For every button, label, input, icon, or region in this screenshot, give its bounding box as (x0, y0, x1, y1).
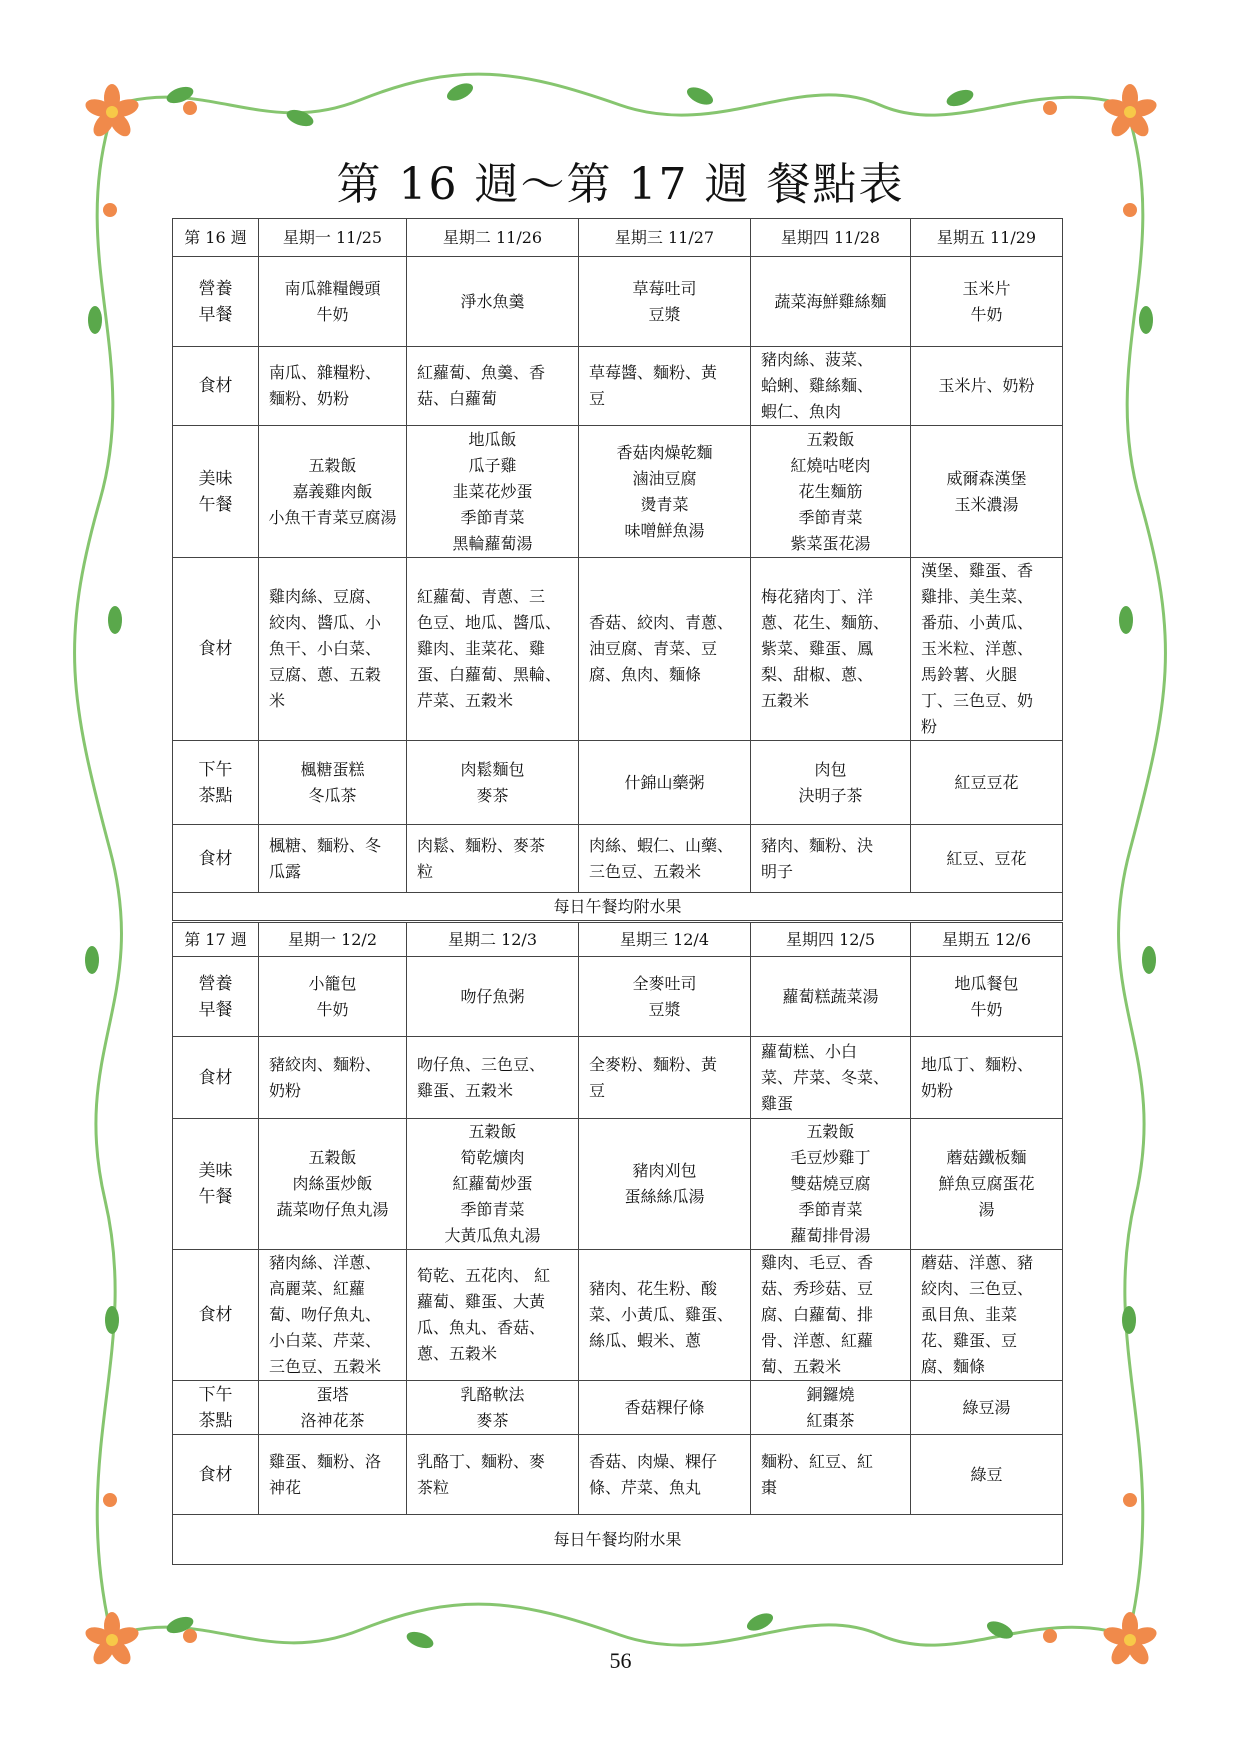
cell-line: 神花 (269, 1477, 302, 1497)
cell-line: 麵粉、紅豆、紅 (761, 1451, 874, 1471)
meal-cell (911, 257, 1063, 347)
meal-cell (751, 741, 911, 825)
cell-line: 花、雞蛋、豆 (921, 1331, 1018, 1350)
cell-line: 奶粉 (921, 1080, 954, 1100)
cell-line: 絞肉、三色豆、 (921, 1279, 1034, 1298)
meal-cell (579, 1381, 751, 1435)
cell-line: 蛋塔 (316, 1384, 349, 1404)
cell-line: 五穀飯 (468, 1122, 517, 1141)
cell-line: 腐、魚肉、麵條 (589, 665, 702, 684)
cell-line: 五穀飯 (308, 1148, 357, 1167)
cell-line: 豬肉絲、菠菜、 (761, 350, 874, 369)
meal-cell (579, 741, 751, 825)
cell-line: 淨水魚羹 (460, 291, 525, 311)
ingredients-cell (911, 1037, 1063, 1119)
cell-line: 豆腐、蔥、五穀 (269, 665, 382, 684)
ingredients-cell (579, 347, 751, 426)
cell-line: 牛奶 (970, 999, 1003, 1019)
row-label (173, 257, 259, 347)
meal-cell (259, 426, 407, 558)
day-header: 星期三 11/27 (579, 219, 751, 257)
cell-line: 蘑菇、洋蔥、豬 (921, 1253, 1034, 1272)
cell-line: 紫菜、雞蛋、鳳 (761, 639, 874, 658)
cell-line: 三色豆、五穀米 (589, 861, 702, 881)
cell-line: 乳酪軟法 (460, 1384, 525, 1404)
cell-line: 五穀米 (761, 691, 810, 710)
cell-line: 五穀飯 (308, 455, 357, 475)
meal-cell (751, 957, 911, 1037)
ingredients-cell (259, 1250, 407, 1381)
cell-line: 蔥、花生、麵筋、 (761, 613, 890, 632)
meal-cell (579, 1119, 751, 1250)
cell-line: 雙菇燒豆腐 (790, 1174, 871, 1193)
cell-line: 雞肉、毛豆、香 (761, 1253, 874, 1272)
meal-cell (579, 957, 751, 1037)
cell-line: 下午 (198, 1384, 233, 1405)
cell-line: 蘿蔔糕蔬菜湯 (782, 986, 879, 1006)
cell-line: 季節青菜 (798, 1200, 863, 1219)
cell-line: 地瓜飯 (468, 429, 517, 449)
cell-line: 肉包 (814, 759, 847, 779)
cell-line: 午餐 (198, 494, 233, 515)
cell-line: 蘿蔔糕、小白 (761, 1041, 858, 1061)
ingredients-cell (751, 825, 911, 893)
table-row (173, 741, 1063, 825)
cell-line: 小白菜、芹菜、 (269, 1331, 382, 1350)
cell-line: 午餐 (198, 1187, 233, 1207)
cell-line: 美味 (198, 1161, 233, 1181)
cell-line: 玉米濃湯 (954, 494, 1019, 514)
cell-line: 棗 (761, 1477, 778, 1497)
note-row (173, 893, 1063, 921)
day-header: 星期五 11/29 (911, 219, 1063, 257)
row-label (173, 741, 259, 825)
ingredients-cell (751, 1037, 911, 1119)
ingredients-cell (407, 558, 579, 741)
cell-line: 湯 (978, 1200, 995, 1219)
ingredients-cell (259, 1435, 407, 1515)
ingredients-cell (407, 1037, 579, 1119)
cell-line: 馬鈴薯、火腿 (921, 665, 1018, 684)
table-row (173, 347, 1063, 426)
cell-line: 韭菜花炒蛋 (452, 481, 533, 501)
cell-line: 香菇粿仔條 (624, 1397, 705, 1417)
cell-line: 腐、麵條 (921, 1357, 986, 1376)
ingredients-cell (579, 1250, 751, 1381)
cell-line: 小魚干青菜豆腐湯 (268, 507, 397, 527)
cell-line: 雞蛋、麵粉、洛 (269, 1451, 382, 1471)
day-header: 星期二 12/3 (407, 923, 579, 957)
cell-line: 決明子茶 (798, 785, 863, 805)
cell-line: 食材 (198, 848, 233, 869)
cell-line: 芹菜、五穀米 (417, 691, 514, 710)
meal-cell (259, 257, 407, 347)
cell-line: 南瓜雜糧饅頭 (284, 278, 381, 298)
table-row (173, 558, 1063, 741)
cell-line: 絞肉、醬瓜、小 (269, 613, 382, 632)
meal-cell (407, 957, 579, 1037)
ingredients-cell (407, 825, 579, 893)
ingredients-cell (911, 1250, 1063, 1381)
day-header: 星期一 12/2 (259, 923, 407, 957)
cell-line: 豬肉、麵粉、決 (761, 835, 874, 855)
cell-line: 威爾森漢堡 (946, 468, 1027, 488)
cell-line: 綠豆湯 (962, 1397, 1011, 1417)
meal-cell (407, 1119, 579, 1250)
ingredients-cell (751, 347, 911, 426)
ingredients-cell (259, 347, 407, 426)
cell-line: 冬瓜茶 (308, 785, 357, 805)
cell-line: 營養 (198, 278, 233, 299)
cell-line: 蔬菜海鮮雞絲麵 (774, 291, 887, 311)
cell-line: 麵粉、奶粉 (269, 389, 350, 408)
cell-line: 奶粉 (269, 1080, 302, 1100)
week17-menu-table (172, 922, 1063, 1565)
cell-line: 肉絲蛋炒飯 (292, 1174, 373, 1193)
fruit-note: 每日午餐均附水果 (173, 1515, 1063, 1565)
ingredients-cell (911, 558, 1063, 741)
cell-line: 紅蘿蔔炒蛋 (452, 1174, 533, 1193)
cell-line: 雞肉、韭菜花、雞 (417, 639, 546, 658)
cell-line: 梅花豬肉丁、洋 (761, 587, 874, 606)
cell-line: 大黃瓜魚丸湯 (444, 1226, 541, 1245)
cell-line: 蘿蔔排骨湯 (790, 1226, 871, 1245)
cell-line: 早餐 (198, 304, 233, 325)
cell-line: 蝦仁、魚肉 (761, 402, 842, 421)
cell-line: 洛神花茶 (300, 1410, 365, 1430)
ingredients-cell (579, 825, 751, 893)
day-header: 星期四 12/5 (751, 923, 911, 957)
cell-line: 豆漿 (648, 999, 681, 1019)
cell-line: 菜、小黃瓜、雞蛋、 (589, 1305, 734, 1324)
meal-cell (407, 1381, 579, 1435)
cell-line: 玉米片 (962, 278, 1011, 298)
cell-line: 筍乾、五花肉、 紅 (417, 1266, 551, 1285)
meal-cell (911, 426, 1063, 558)
table-row (173, 1119, 1063, 1250)
row-label (173, 1250, 259, 1381)
cell-line: 牛奶 (316, 304, 349, 324)
cell-line: 下午 (198, 759, 233, 780)
cell-line: 季節青菜 (798, 507, 863, 527)
meal-cell (579, 426, 751, 558)
cell-line: 燙青菜 (640, 494, 689, 514)
ingredients-cell (751, 1435, 911, 1515)
cell-line: 南瓜、雜糧粉、 (269, 363, 382, 382)
cell-line: 瓜、魚丸、香菇、 (417, 1318, 546, 1337)
cell-line: 紅棗茶 (806, 1410, 855, 1430)
cell-line: 雞蛋、五穀米 (417, 1080, 514, 1100)
cell-line: 紫菜蛋花湯 (790, 533, 871, 553)
cell-line: 蔥、五穀米 (417, 1344, 498, 1363)
meal-cell (751, 1381, 911, 1435)
cell-line: 三色豆、五穀米 (269, 1357, 382, 1376)
cell-line: 雞肉絲、豆腐、 (269, 587, 382, 606)
cell-line: 菇、白蘿蔔 (417, 389, 498, 408)
ingredients-cell (579, 558, 751, 741)
row-label (173, 347, 259, 426)
row-label (173, 825, 259, 893)
cell-line: 吻仔魚粥 (460, 986, 525, 1006)
row-label (173, 1119, 259, 1250)
cell-line: 豆 (589, 1080, 606, 1100)
meal-cell (407, 257, 579, 347)
cell-line: 色豆、地瓜、醬瓜、 (417, 613, 562, 632)
meal-cell (751, 426, 911, 558)
meal-cell (911, 741, 1063, 825)
meal-cell (407, 426, 579, 558)
cell-line: 香菇、絞肉、青蔥、 (589, 613, 734, 632)
cell-line: 味噌鮮魚湯 (624, 520, 705, 540)
week16-menu-table (172, 218, 1063, 921)
cell-line: 早餐 (198, 999, 233, 1020)
meal-cell (911, 1119, 1063, 1250)
cell-line: 粉 (921, 717, 938, 736)
table-row (173, 957, 1063, 1037)
cell-line: 黑輪蘿蔔湯 (452, 533, 533, 553)
week-label: 第 17 週 (173, 923, 259, 957)
row-label (173, 558, 259, 741)
ingredients-cell (911, 347, 1063, 426)
cell-line: 玉米片、奶粉 (938, 376, 1035, 395)
ingredients-cell (259, 1037, 407, 1119)
cell-line: 瓜子雞 (468, 455, 517, 475)
cell-line: 食材 (198, 376, 233, 396)
cell-line: 漢堡、雞蛋、香 (921, 561, 1034, 580)
cell-line: 茶點 (198, 1410, 233, 1431)
header-row (173, 219, 1063, 257)
cell-line: 香菇肉燥乾麵 (616, 442, 713, 462)
ingredients-cell (259, 558, 407, 741)
cell-line: 楓糖、麵粉、冬 (269, 835, 382, 855)
cell-line: 菇、秀珍菇、豆 (761, 1279, 874, 1298)
cell-line: 蔔、五穀米 (761, 1357, 842, 1376)
cell-line: 油豆腐、青菜、豆 (589, 639, 718, 658)
cell-line: 蛋、白蘿蔔、黑輪、 (417, 665, 562, 684)
cell-line: 美味 (198, 468, 233, 489)
cell-line: 五穀飯 (806, 1122, 855, 1141)
header-row (173, 923, 1063, 957)
cell-line: 嘉義雞肉飯 (292, 481, 373, 501)
meal-cell (751, 257, 911, 347)
meal-cell (259, 741, 407, 825)
cell-line: 花生麵筋 (798, 481, 863, 501)
cell-line: 肉絲、蝦仁、山藥、 (589, 835, 734, 855)
cell-line: 梨、甜椒、蔥、 (761, 665, 874, 684)
cell-line: 茶粒 (417, 1477, 450, 1497)
cell-line: 食材 (198, 1305, 233, 1325)
cell-line: 番茄、小黃瓜、 (921, 613, 1034, 632)
cell-line: 季節青菜 (460, 1200, 525, 1219)
cell-line: 絲瓜、蝦米、蔥 (589, 1331, 702, 1350)
cell-line: 地瓜丁、麵粉、 (921, 1054, 1034, 1074)
cell-line: 玉米粒、洋蔥、 (921, 639, 1034, 658)
cell-line: 瓜露 (269, 861, 302, 881)
cell-line: 魚干、小白菜、 (269, 639, 382, 658)
cell-line: 豆漿 (648, 304, 681, 324)
cell-line: 銅鑼燒 (806, 1384, 855, 1404)
cell-line: 什錦山藥粥 (624, 772, 705, 792)
ingredients-cell (579, 1037, 751, 1119)
meal-cell (259, 1119, 407, 1250)
cell-line: 條、芹菜、魚丸 (589, 1477, 702, 1497)
cell-line: 地瓜餐包 (954, 973, 1019, 993)
cell-line: 虱目魚、韭菜 (921, 1305, 1018, 1324)
ingredients-cell (407, 1250, 579, 1381)
cell-line: 紅蘿蔔、魚羹、香 (417, 363, 546, 382)
meal-cell (259, 1381, 407, 1435)
cell-line: 麥茶 (476, 1410, 509, 1430)
cell-line: 肉鬆、麵粉、麥茶 (417, 835, 546, 855)
table-row (173, 825, 1063, 893)
cell-line: 毛豆炒雞丁 (790, 1148, 871, 1167)
cell-line: 米 (269, 691, 286, 710)
cell-line: 香菇、肉燥、粿仔 (589, 1451, 718, 1471)
cell-line: 鮮魚豆腐蛋花 (938, 1174, 1035, 1193)
ingredients-cell (911, 825, 1063, 893)
cell-line: 食材 (198, 639, 233, 659)
cell-line: 蘑菇鐵板麵 (946, 1148, 1027, 1167)
cell-line: 牛奶 (970, 304, 1003, 324)
row-label (173, 1435, 259, 1515)
cell-line: 紅蘿蔔、青蔥、三 (417, 587, 546, 606)
cell-line: 吻仔魚、三色豆、 (417, 1054, 546, 1074)
meal-cell (751, 1119, 911, 1250)
note-row (173, 1515, 1063, 1565)
meal-cell (911, 957, 1063, 1037)
cell-line: 豬肉絲、洋蔥、 (269, 1253, 382, 1272)
page-title: 第 16 週～第 17 週 餐點表 (336, 159, 905, 210)
cell-line: 楓糖蛋糕 (300, 759, 365, 779)
cell-line: 蔔、吻仔魚丸、 (269, 1305, 382, 1324)
cell-line: 茶點 (198, 785, 233, 806)
cell-line: 蛤蜊、雞絲麵、 (761, 376, 874, 395)
row-label (173, 1381, 259, 1435)
cell-line: 豬肉刈包 (632, 1161, 697, 1180)
cell-line: 明子 (761, 861, 794, 881)
cell-line: 紅豆、豆花 (946, 848, 1027, 868)
row-label (173, 1037, 259, 1119)
cell-line: 蛋絲絲瓜湯 (624, 1187, 705, 1206)
table-row (173, 257, 1063, 347)
cell-line: 筍乾爌肉 (460, 1148, 525, 1167)
cell-line: 高麗菜、紅蘿 (269, 1279, 366, 1298)
cell-line: 雞排、美生菜、 (921, 587, 1034, 606)
table-row (173, 1037, 1063, 1119)
cell-line: 腐、白蘿蔔、排 (761, 1305, 874, 1324)
cell-line: 菜、芹菜、冬菜、 (761, 1067, 890, 1087)
cell-line: 肉鬆麵包 (460, 759, 525, 779)
page-number: 56 (609, 1648, 632, 1673)
table-row (173, 1250, 1063, 1381)
cell-line: 雞蛋 (761, 1093, 794, 1113)
cell-line: 粒 (417, 861, 434, 881)
ingredients-cell (751, 1250, 911, 1381)
week-label: 第 16 週 (173, 219, 259, 257)
table-row (173, 1435, 1063, 1515)
ingredients-cell (579, 1435, 751, 1515)
cell-line: 食材 (198, 1067, 233, 1088)
cell-line: 草莓吐司 (632, 278, 697, 298)
cell-line: 紅燒咕咾肉 (790, 455, 871, 475)
cell-line: 全麥粉、麵粉、黃 (589, 1054, 718, 1074)
cell-line: 蔬菜吻仔魚丸湯 (276, 1200, 389, 1219)
cell-line: 豆 (589, 389, 606, 408)
ingredients-cell (407, 1435, 579, 1515)
fruit-note: 每日午餐均附水果 (173, 893, 1063, 921)
cell-line: 豬絞肉、麵粉、 (269, 1054, 382, 1074)
day-header: 星期三 12/4 (579, 923, 751, 957)
cell-line: 豬肉、花生粉、酸 (589, 1279, 718, 1298)
cell-line: 草莓醬、麵粉、黃 (589, 363, 718, 382)
cell-line: 麥茶 (476, 785, 509, 805)
cell-line: 骨、洋蔥、紅蘿 (761, 1331, 874, 1350)
cell-line: 滷油豆腐 (632, 468, 697, 488)
cell-line: 營養 (198, 973, 233, 994)
cell-line: 小籠包 (308, 973, 357, 993)
cell-line: 蘿蔔、雞蛋、大黃 (417, 1292, 546, 1311)
cell-line: 乳酪丁、麵粉、麥 (417, 1451, 546, 1471)
day-header: 星期五 12/6 (911, 923, 1063, 957)
cell-line: 食材 (198, 1464, 233, 1485)
day-header: 星期四 11/28 (751, 219, 911, 257)
table-row (173, 1381, 1063, 1435)
ingredients-cell (407, 347, 579, 426)
ingredients-cell (751, 558, 911, 741)
cell-line: 全麥吐司 (632, 973, 697, 993)
row-label (173, 957, 259, 1037)
cell-line: 季節青菜 (460, 507, 525, 527)
meal-cell (579, 257, 751, 347)
cell-line: 綠豆 (970, 1464, 1003, 1484)
cell-line: 牛奶 (316, 999, 349, 1019)
ingredients-cell (259, 825, 407, 893)
meal-cell (911, 1381, 1063, 1435)
meal-cell (407, 741, 579, 825)
row-label (173, 426, 259, 558)
cell-line: 紅豆豆花 (954, 772, 1019, 792)
ingredients-cell (911, 1435, 1063, 1515)
cell-line: 五穀飯 (806, 429, 855, 449)
day-header: 星期一 11/25 (259, 219, 407, 257)
meal-cell (259, 957, 407, 1037)
cell-line: 丁、三色豆、奶 (921, 691, 1034, 710)
table-row (173, 426, 1063, 558)
day-header: 星期二 11/26 (407, 219, 579, 257)
